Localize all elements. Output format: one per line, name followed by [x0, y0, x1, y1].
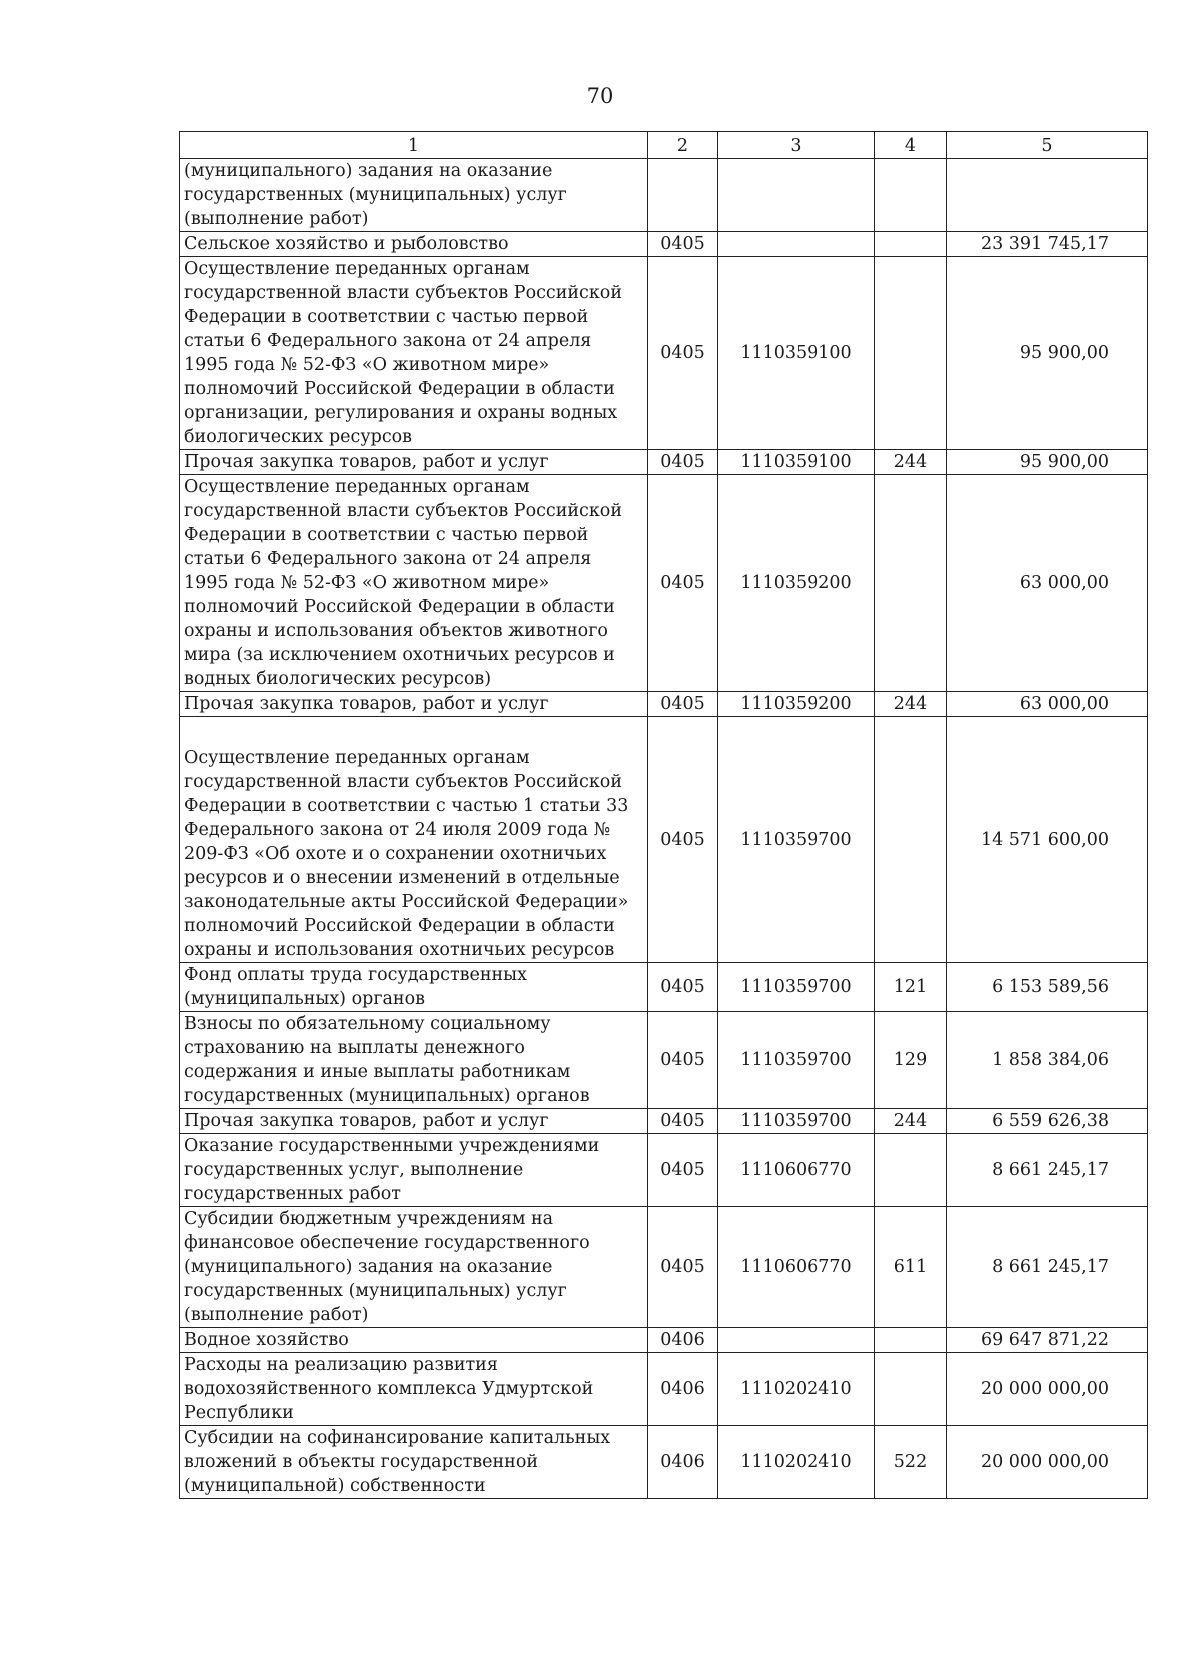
row-name: Взносы по обязательному социальному страхованию на выплаты денежного содержания и иные выплаты работникам государственных (муниципальных) органов [180, 1012, 648, 1109]
row-expense-type [875, 717, 947, 963]
row-amount: 20 000 000,00 [947, 1353, 1148, 1426]
row-amount [947, 159, 1148, 232]
row-section: 0405 [648, 1207, 718, 1328]
row-target-code: 1110606770 [718, 1134, 875, 1207]
row-section: 0405 [648, 692, 718, 717]
row-name: (муниципального) задания на оказание государственных (муниципальных) услуг (выполнение работ) [180, 159, 648, 232]
row-amount: 63 000,00 [947, 692, 1148, 717]
row-name: Водное хозяйство [180, 1328, 648, 1353]
row-target-code: 1110359100 [718, 257, 875, 450]
row-section: 0405 [648, 1012, 718, 1109]
row-amount: 6 559 626,38 [947, 1109, 1148, 1134]
row-section: 0406 [648, 1426, 718, 1499]
table-row [180, 1012, 1148, 1109]
row-name: Прочая закупка товаров, работ и услуг [180, 692, 648, 717]
table-row [180, 475, 1148, 692]
row-target-code: 1110359200 [718, 475, 875, 692]
row-target-code [718, 232, 875, 257]
table-row [180, 1134, 1148, 1207]
row-expense-type [875, 159, 947, 232]
row-expense-type: 522 [875, 1426, 947, 1499]
row-amount: 6 153 589,56 [947, 963, 1148, 1012]
row-section: 0405 [648, 1109, 718, 1134]
row-expense-type: 121 [875, 963, 947, 1012]
row-expense-type: 244 [875, 692, 947, 717]
row-name: Фонд оплаты труда государственных (муниципальных) органов [180, 963, 648, 1012]
row-target-code: 1110359700 [718, 963, 875, 1012]
header-col-3: 3 [718, 132, 875, 159]
row-amount: 63 000,00 [947, 475, 1148, 692]
row-target-code: 1110359700 [718, 1109, 875, 1134]
table-row [180, 232, 1148, 257]
row-expense-type: 129 [875, 1012, 947, 1109]
table-row [180, 1353, 1148, 1426]
row-amount: 8 661 245,17 [947, 1207, 1148, 1328]
row-target-code [718, 159, 875, 232]
row-section: 0405 [648, 1134, 718, 1207]
row-name: Осуществление переданных органам государственной власти субъектов Российской Федерации в соответствии с частью первой статьи 6 Федерального закона от 24 апреля 1995 года № 52-ФЗ «О животном мире» полномочий Российской Федерации в области организации, регулирования и охраны водных биологических ресурсов [180, 257, 648, 450]
table-row [180, 717, 1148, 963]
row-target-code [718, 1328, 875, 1353]
table-row [180, 1207, 1148, 1328]
row-expense-type [875, 1134, 947, 1207]
row-expense-type [875, 257, 947, 450]
row-target-code: 1110606770 [718, 1207, 875, 1328]
row-section: 0406 [648, 1353, 718, 1426]
row-name: Осуществление переданных органам государственной власти субъектов Российской Федерации в соответствии с частью первой статьи 6 Федерального закона от 24 апреля 1995 года № 52-ФЗ «О животном мире» полномочий Российской Федерации в области охраны и использования объектов животного мира (за исключением охотничьих ресурсов и водных биологических ресурсов) [180, 475, 648, 692]
header-col-5: 5 [947, 132, 1148, 159]
row-section: 0405 [648, 717, 718, 963]
row-expense-type: 244 [875, 1109, 947, 1134]
row-name: Субсидии на софинансирование капитальных вложений в объекты государственной (муниципальной) собственности [180, 1426, 648, 1499]
row-amount: 95 900,00 [947, 257, 1148, 450]
row-expense-type [875, 1328, 947, 1353]
row-section: 0406 [648, 1328, 718, 1353]
row-expense-type [875, 1353, 947, 1426]
row-expense-type [875, 475, 947, 692]
row-name: Осуществление переданных органам государственной власти субъектов Российской Федерации в соответствии с частью 1 статьи 33 Федерального закона от 24 июля 2009 года № 209-ФЗ «Об охоте и о сохранении охотничьих ресурсов и о внесении изменений в отдельные законодательные акты Российской Федерации» полномочий Российской Федерации в области охраны и использования охотничьих ресурсов [180, 717, 648, 963]
row-expense-type [875, 232, 947, 257]
row-name: Оказание государственными учреждениями государственных услуг, выполнение государственных работ [180, 1134, 648, 1207]
row-amount: 69 647 871,22 [947, 1328, 1148, 1353]
table-row [180, 1328, 1148, 1353]
row-section: 0405 [648, 257, 718, 450]
row-name: Субсидии бюджетным учреждениям на финансовое обеспечение государственного (муниципального) задания на оказание государственных (муниципальных) услуг (выполнение работ) [180, 1207, 648, 1328]
row-name: Прочая закупка товаров, работ и услуг [180, 450, 648, 475]
header-row [180, 132, 1148, 159]
table-row [180, 692, 1148, 717]
row-target-code: 1110359700 [718, 717, 875, 963]
row-section: 0405 [648, 232, 718, 257]
row-section: 0405 [648, 450, 718, 475]
header-col-4: 4 [875, 132, 947, 159]
row-target-code: 1110359700 [718, 1012, 875, 1109]
row-amount: 23 391 745,17 [947, 232, 1148, 257]
row-expense-type: 244 [875, 450, 947, 475]
row-amount: 8 661 245,17 [947, 1134, 1148, 1207]
row-name: Сельское хозяйство и рыболовство [180, 232, 648, 257]
page-number: 70 [586, 84, 614, 108]
row-name: Расходы на реализацию развития водохозяйственного комплекса Удмуртской Республики [180, 1353, 648, 1426]
row-section: 0405 [648, 475, 718, 692]
table-row [180, 257, 1148, 450]
row-expense-type: 611 [875, 1207, 947, 1328]
row-target-code: 1110359200 [718, 692, 875, 717]
row-amount: 95 900,00 [947, 450, 1148, 475]
budget-table [179, 131, 1148, 1499]
row-name: Прочая закупка товаров, работ и услуг [180, 1109, 648, 1134]
table-row [180, 159, 1148, 232]
header-col-1: 1 [180, 132, 648, 159]
table-row [180, 450, 1148, 475]
table-header [180, 132, 1148, 159]
header-col-2: 2 [648, 132, 718, 159]
row-target-code: 1110202410 [718, 1353, 875, 1426]
row-target-code: 1110359100 [718, 450, 875, 475]
table-row [180, 1109, 1148, 1134]
row-section: 0405 [648, 963, 718, 1012]
row-target-code: 1110202410 [718, 1426, 875, 1499]
table-row [180, 1426, 1148, 1499]
row-amount: 1 858 384,06 [947, 1012, 1148, 1109]
table-body [180, 159, 1148, 1499]
table-row [180, 963, 1148, 1012]
row-section [648, 159, 718, 232]
row-amount: 14 571 600,00 [947, 717, 1148, 963]
row-amount: 20 000 000,00 [947, 1426, 1148, 1499]
